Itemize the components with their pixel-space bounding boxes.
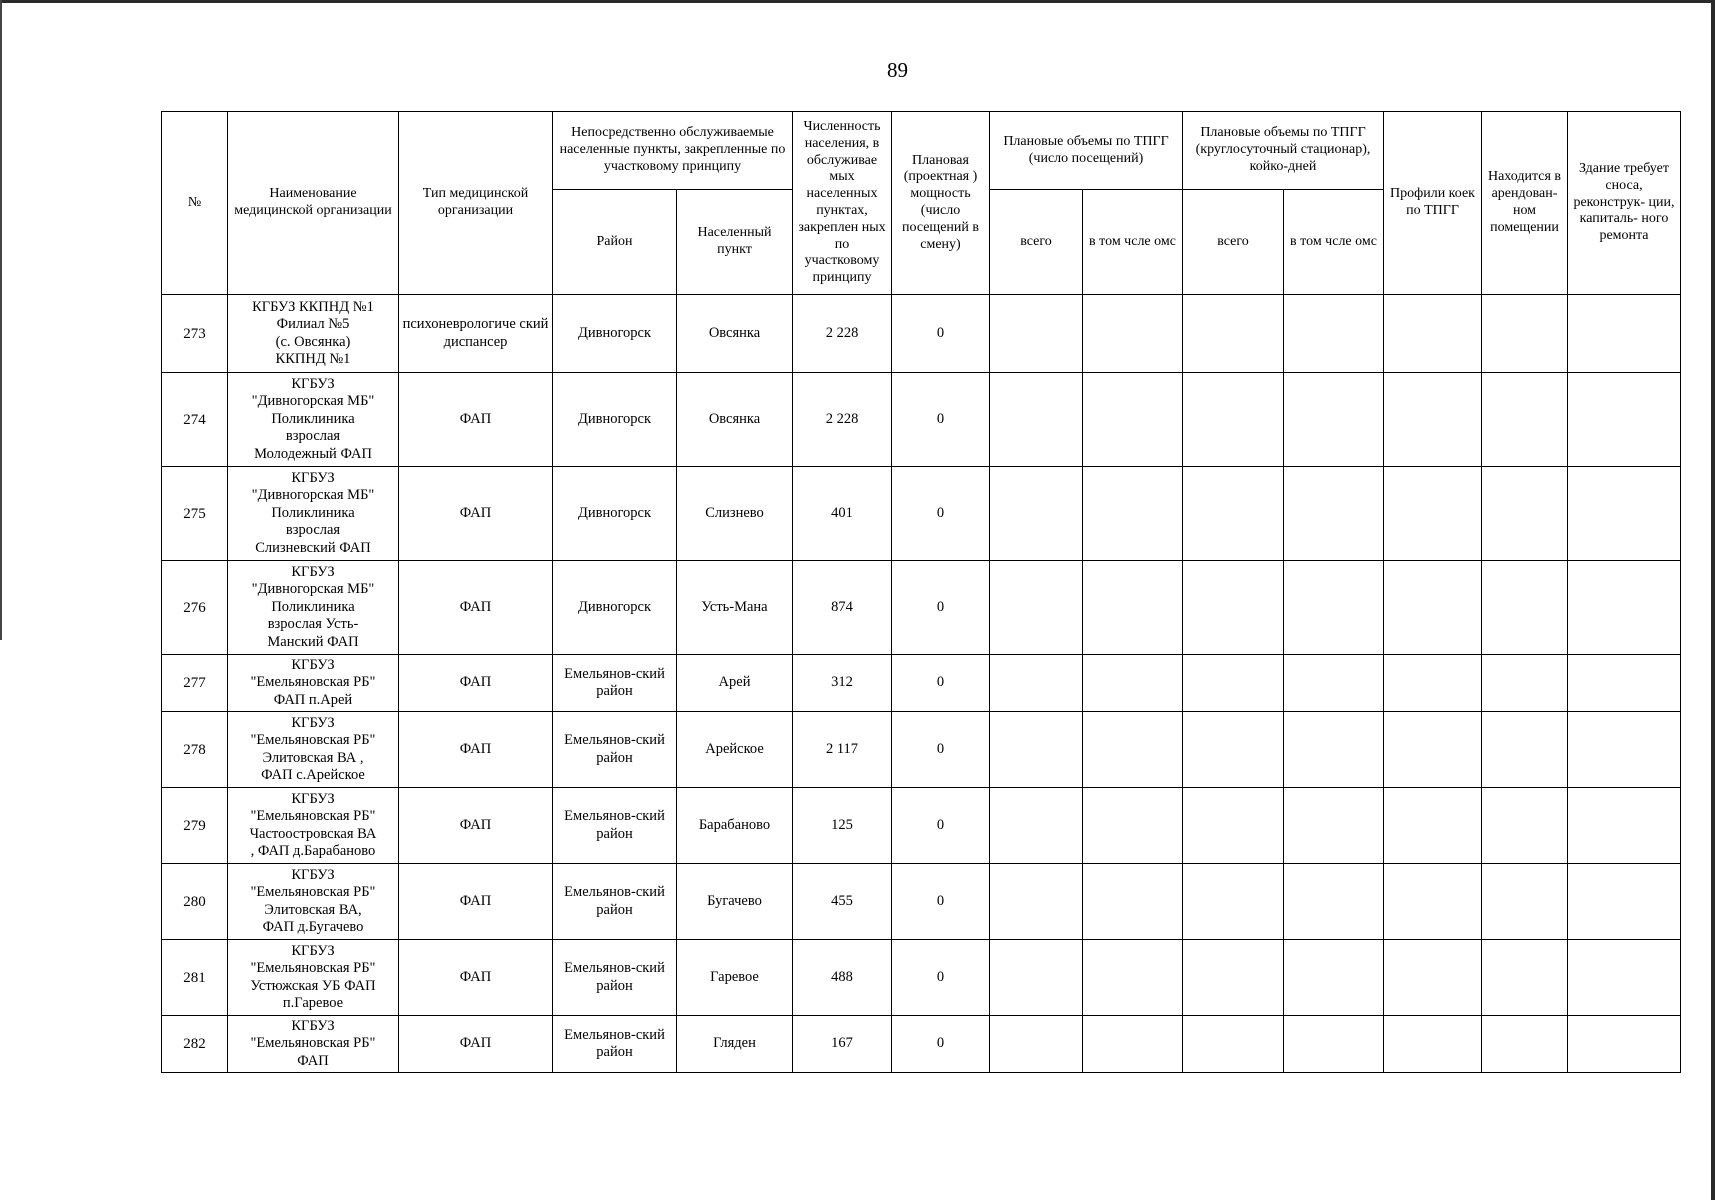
- building-state: [1568, 655, 1681, 712]
- capacity: 0: [892, 1016, 990, 1073]
- district: Емельянов-ский район: [553, 940, 677, 1016]
- visits-total: [990, 940, 1083, 1016]
- capacity: 0: [892, 655, 990, 712]
- org-name-line: взрослая: [285, 428, 341, 445]
- visits-total: [990, 788, 1083, 864]
- org-name: [228, 295, 399, 373]
- capacity: 0: [892, 788, 990, 864]
- org-name-line: "Емельяновская РБ": [250, 884, 376, 901]
- org-name-line: Устюжская УБ ФАП: [250, 977, 376, 994]
- capacity: 0: [892, 467, 990, 561]
- district: Дивногорск: [553, 467, 677, 561]
- capacity: 0: [892, 712, 990, 788]
- capacity: 0: [892, 373, 990, 467]
- capacity: 0: [892, 940, 990, 1016]
- table-row: [162, 467, 1715, 561]
- population: 167: [793, 1016, 892, 1073]
- org-name-line: п.Гаревое: [282, 994, 344, 1011]
- org-type: ФАП: [399, 864, 553, 940]
- bed-profiles: [1384, 940, 1482, 1016]
- org-name-line: "Емельяновская РБ": [250, 960, 376, 977]
- org-name-line: "Емельяновская РБ": [250, 808, 376, 825]
- settlement: Барабаново: [677, 788, 793, 864]
- visits-oms: [1083, 940, 1183, 1016]
- population: 2 117: [793, 712, 892, 788]
- row-number: 273: [162, 295, 228, 373]
- header-capacity: Плановая (проектная ) мощность (число посещений в смену): [892, 112, 990, 295]
- beds-oms: [1284, 295, 1384, 373]
- org-type: ФАП: [399, 655, 553, 712]
- org-name-line: Слизневский ФАП: [255, 539, 371, 556]
- org-name-line: Элитовская ВА ,: [262, 749, 364, 766]
- beds-oms: [1284, 373, 1384, 467]
- row-number: 274: [162, 373, 228, 467]
- page-number: 89: [887, 58, 908, 82]
- org-name: [228, 561, 399, 655]
- settlement: Слизнево: [677, 467, 793, 561]
- beds-total: [1183, 712, 1284, 788]
- beds-total: [1183, 940, 1284, 1016]
- scan-border-left: [0, 0, 2, 640]
- org-name-line: Филиал №5: [276, 316, 350, 333]
- beds-oms: [1284, 864, 1384, 940]
- rented: [1482, 788, 1568, 864]
- org-name-line: "Емельяновская РБ": [250, 674, 376, 691]
- org-name-line: КГБУЗ: [291, 790, 335, 807]
- table-row: [162, 655, 1715, 712]
- rented: [1482, 1016, 1568, 1073]
- header-settlement: Населенный пункт: [677, 190, 793, 295]
- org-name-line: Молодежный ФАП: [254, 445, 372, 462]
- building-state: [1568, 864, 1681, 940]
- visits-oms: [1083, 467, 1183, 561]
- header-num: №: [162, 112, 228, 295]
- capacity: 0: [892, 864, 990, 940]
- row-number: 279: [162, 788, 228, 864]
- settlement: Бугачево: [677, 864, 793, 940]
- org-name-line: (с. Овсянка): [275, 333, 351, 350]
- org-type: ФАП: [399, 561, 553, 655]
- row-number: 281: [162, 940, 228, 1016]
- visits-total: [990, 864, 1083, 940]
- table-row: [162, 373, 1715, 467]
- beds-total: [1183, 295, 1284, 373]
- settlement: Гаревое: [677, 940, 793, 1016]
- building-state: [1568, 373, 1681, 467]
- settlement: Овсянка: [677, 295, 793, 373]
- district: Дивногорск: [553, 373, 677, 467]
- beds-oms: [1284, 467, 1384, 561]
- building-state: [1568, 788, 1681, 864]
- org-name-line: "Дивногорская МБ": [251, 487, 375, 504]
- population: 125: [793, 788, 892, 864]
- org-name-line: "Емельяновская РБ": [250, 1035, 376, 1052]
- header-district: Район: [553, 190, 677, 295]
- bed-profiles: [1384, 467, 1482, 561]
- visits-total: [990, 712, 1083, 788]
- org-name-line: КГБУЗ: [291, 564, 335, 581]
- district: Дивногорск: [553, 561, 677, 655]
- table-row: [162, 712, 1715, 788]
- capacity: 0: [892, 561, 990, 655]
- beds-oms: [1284, 712, 1384, 788]
- rented: [1482, 940, 1568, 1016]
- org-name-line: ФАП с.Арейское: [261, 766, 365, 783]
- header-org-type: Тип медицинской организации: [399, 112, 553, 295]
- population: 874: [793, 561, 892, 655]
- bed-profiles: [1384, 712, 1482, 788]
- table-row: [162, 295, 1715, 373]
- district: Дивногорск: [553, 295, 677, 373]
- row-number: 278: [162, 712, 228, 788]
- bed-profiles: [1384, 655, 1482, 712]
- beds-total: [1183, 1016, 1284, 1073]
- header-served-settlements: Непосредственно обслуживаемые населенные пункты, закрепленные по участковому принципу: [553, 112, 793, 190]
- org-type: ФАП: [399, 373, 553, 467]
- org-name-line: КГБУЗ ККПНД №1: [252, 298, 374, 315]
- visits-oms: [1083, 561, 1183, 655]
- header-population: Численность населения, в обслуживае мых населенных пунктах, закреплен ных по участковому принципу: [793, 112, 892, 295]
- visits-oms: [1083, 655, 1183, 712]
- bed-profiles: [1384, 1016, 1482, 1073]
- population: 2 228: [793, 295, 892, 373]
- building-state: [1568, 467, 1681, 561]
- org-name-line: Поликлиника: [271, 504, 355, 521]
- rented: [1482, 712, 1568, 788]
- district: Емельянов-ский район: [553, 712, 677, 788]
- population: 401: [793, 467, 892, 561]
- header-beds-oms: в том чсле омс: [1284, 190, 1384, 295]
- beds-oms: [1284, 561, 1384, 655]
- header-beds-total: всего: [1183, 190, 1284, 295]
- header-row-1: [162, 112, 1715, 190]
- district: Емельянов-ский район: [553, 655, 677, 712]
- settlement: Гляден: [677, 1016, 793, 1073]
- visits-total: [990, 561, 1083, 655]
- org-name: [228, 655, 399, 712]
- org-name-line: взрослая: [285, 522, 341, 539]
- visits-total: [990, 1016, 1083, 1073]
- org-name-line: взрослая Усть-: [267, 616, 359, 633]
- rented: [1482, 295, 1568, 373]
- org-name: [228, 864, 399, 940]
- org-name-line: Поликлиника: [271, 598, 355, 615]
- population: 312: [793, 655, 892, 712]
- population: 455: [793, 864, 892, 940]
- org-name-line: ФАП: [297, 1052, 329, 1069]
- row-number: 282: [162, 1016, 228, 1073]
- org-name: [228, 712, 399, 788]
- beds-total: [1183, 467, 1284, 561]
- visits-total: [990, 655, 1083, 712]
- org-name-line: Частоостровская ВА: [249, 825, 377, 842]
- bed-profiles: [1384, 295, 1482, 373]
- settlement: Арейское: [677, 712, 793, 788]
- org-name-line: КГБУЗ: [291, 656, 335, 673]
- settlement: Усть-Мана: [677, 561, 793, 655]
- rented: [1482, 864, 1568, 940]
- row-number: 275: [162, 467, 228, 561]
- building-state: [1568, 1016, 1681, 1073]
- scan-border-top: [0, 0, 1715, 3]
- org-name: [228, 373, 399, 467]
- org-name: [228, 788, 399, 864]
- visits-oms: [1083, 295, 1183, 373]
- district: Емельянов-ский район: [553, 1016, 677, 1073]
- visits-oms: [1083, 373, 1183, 467]
- district: Емельянов-ский район: [553, 788, 677, 864]
- settlement: Овсянка: [677, 373, 793, 467]
- medical-organizations-table: [161, 111, 1715, 1073]
- rented: [1482, 561, 1568, 655]
- org-type: ФАП: [399, 1016, 553, 1073]
- beds-total: [1183, 864, 1284, 940]
- visits-oms: [1083, 864, 1183, 940]
- bed-profiles: [1384, 373, 1482, 467]
- header-beds-volume: Плановые объемы по ТПГГ (круглосуточный стационар), койко-дней: [1183, 112, 1384, 190]
- visits-total: [990, 295, 1083, 373]
- rented: [1482, 373, 1568, 467]
- building-state: [1568, 295, 1681, 373]
- table-row: [162, 788, 1715, 864]
- org-type: ФАП: [399, 788, 553, 864]
- table-row: [162, 561, 1715, 655]
- org-name-line: ККПНД №1: [275, 350, 351, 367]
- beds-oms: [1284, 940, 1384, 1016]
- beds-total: [1183, 655, 1284, 712]
- visits-total: [990, 373, 1083, 467]
- org-name-line: КГБУЗ: [291, 376, 335, 393]
- org-name-line: "Дивногорская МБ": [251, 581, 375, 598]
- population: 488: [793, 940, 892, 1016]
- org-name-line: "Дивногорская МБ": [251, 393, 375, 410]
- building-state: [1568, 940, 1681, 1016]
- row-number: 276: [162, 561, 228, 655]
- beds-total: [1183, 373, 1284, 467]
- district: Емельянов-ский район: [553, 864, 677, 940]
- org-name-line: КГБУЗ: [291, 1017, 335, 1034]
- beds-oms: [1284, 655, 1384, 712]
- header-visits-total: всего: [990, 190, 1083, 295]
- org-name-line: Элитовская ВА,: [264, 901, 362, 918]
- capacity: 0: [892, 295, 990, 373]
- visits-total: [990, 467, 1083, 561]
- beds-total: [1183, 561, 1284, 655]
- settlement: Арей: [677, 655, 793, 712]
- org-name-line: КГБУЗ: [291, 714, 335, 731]
- org-type: ФАП: [399, 467, 553, 561]
- table-row: [162, 864, 1715, 940]
- table-row: [162, 1016, 1715, 1073]
- header-bed-profiles: Профили коек по ТПГГ: [1384, 112, 1482, 295]
- header-org-name: Наименование медицинской организации: [228, 112, 399, 295]
- org-name-line: "Емельяновская РБ": [250, 732, 376, 749]
- visits-oms: [1083, 788, 1183, 864]
- header-visits-volume: Плановые объемы по ТПГГ (число посещений): [990, 112, 1183, 190]
- org-type: психоневрологиче ский диспансер: [399, 295, 553, 373]
- org-name: [228, 940, 399, 1016]
- beds-oms: [1284, 1016, 1384, 1073]
- org-name-line: Манский ФАП: [267, 633, 359, 650]
- population: 2 228: [793, 373, 892, 467]
- org-name-line: ФАП д.Бугачево: [262, 918, 364, 935]
- org-type: ФАП: [399, 712, 553, 788]
- bed-profiles: [1384, 864, 1482, 940]
- bed-profiles: [1384, 788, 1482, 864]
- header-rented: Находится в арендован- ном помещении: [1482, 112, 1568, 295]
- org-name: [228, 1016, 399, 1073]
- rented: [1482, 467, 1568, 561]
- beds-oms: [1284, 788, 1384, 864]
- org-name-line: Поликлиника: [271, 410, 355, 427]
- org-name: [228, 467, 399, 561]
- org-name-line: КГБУЗ: [291, 470, 335, 487]
- row-number: 280: [162, 864, 228, 940]
- table-row: [162, 940, 1715, 1016]
- org-name-line: КГБУЗ: [291, 942, 335, 959]
- visits-oms: [1083, 1016, 1183, 1073]
- org-name-line: , ФАП д.Барабаново: [250, 842, 376, 859]
- header-visits-oms: в том чсле омс: [1083, 190, 1183, 295]
- org-type: ФАП: [399, 940, 553, 1016]
- row-number: 277: [162, 655, 228, 712]
- rented: [1482, 655, 1568, 712]
- header-building-state: Здание требует сноса, реконструк- ции, капиталь- ного ремонта: [1568, 112, 1681, 295]
- bed-profiles: [1384, 561, 1482, 655]
- beds-total: [1183, 788, 1284, 864]
- visits-oms: [1083, 712, 1183, 788]
- building-state: [1568, 561, 1681, 655]
- building-state: [1568, 712, 1681, 788]
- org-name-line: КГБУЗ: [291, 866, 335, 883]
- org-name-line: ФАП п.Арей: [273, 691, 353, 708]
